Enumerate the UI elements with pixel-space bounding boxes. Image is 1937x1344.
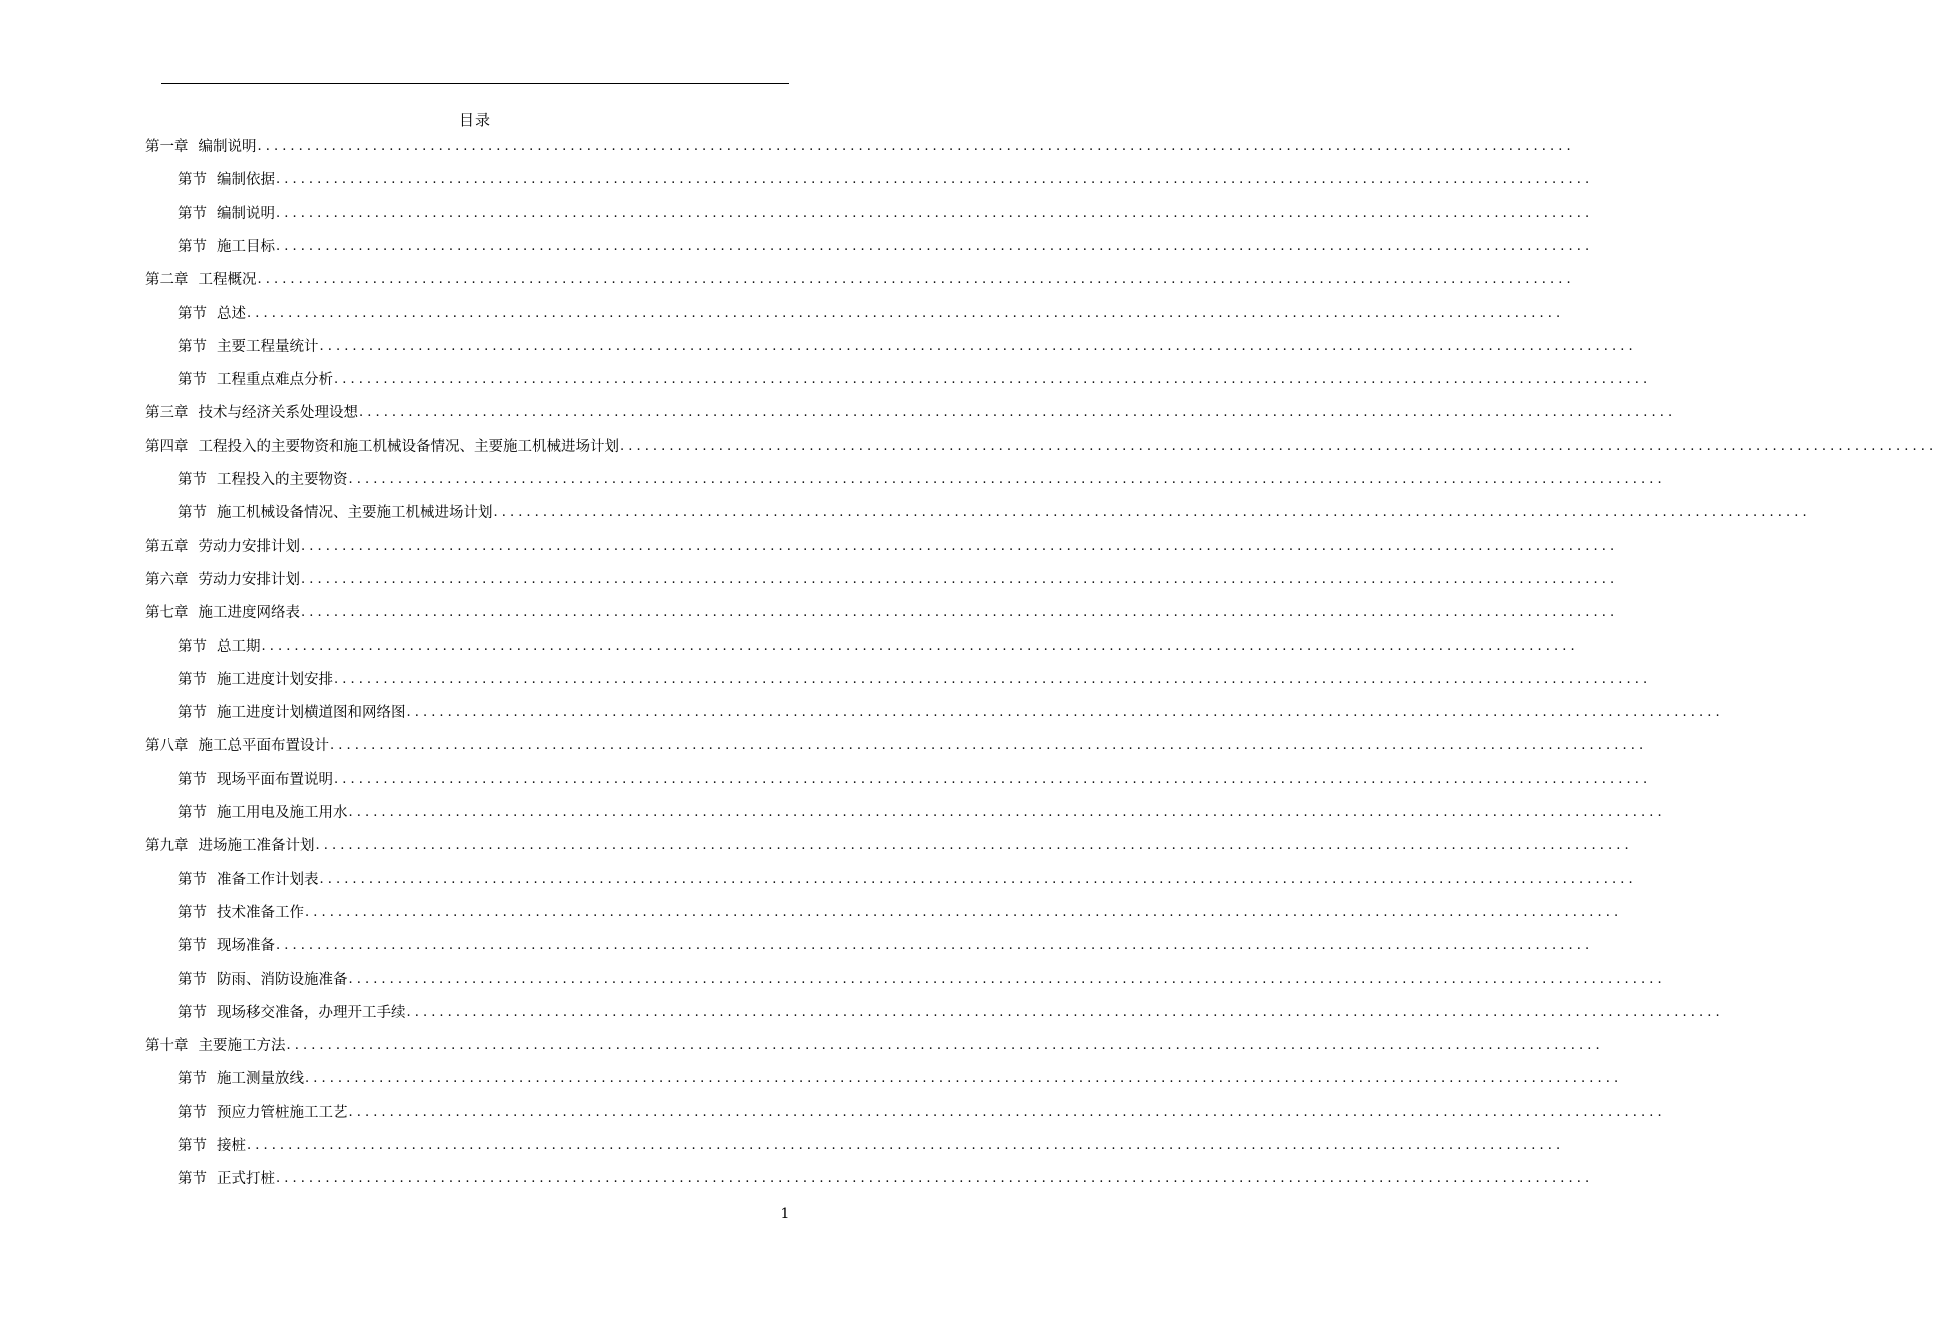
toc-entry-label [145,436,620,458]
toc-entry-number: 第节 [178,638,207,655]
toc-dot-leader: ................................................................................................................................................................ [276,238,1594,254]
toc-dot-leader: ................................................................................................................................................................ [257,272,1575,288]
toc-entry-number: 第节 [178,871,207,888]
header-rule [161,83,789,84]
toc-entry-number: 第节 [178,938,207,955]
toc-chapter-entry[interactable] [145,436,1937,458]
toc-entry-text: 正式打桩 [217,1171,275,1188]
toc-dot-leader: ................................................................................................................................................................ [261,638,1579,654]
toc-entry-label [178,935,276,957]
toc-entry-label [178,203,276,225]
toc-entry-text: 工程概况 [198,272,257,289]
toc-entry-number: 第四章 [145,438,189,455]
toc-section-entry[interactable] [178,669,1652,691]
toc-entry-number: 第节 [178,1071,207,1088]
toc-entry-number: 第节 [178,1104,207,1121]
toc-entry-text: 主要施工方法 [198,1038,286,1055]
toc-entry-label [178,336,320,358]
toc-chapter-entry[interactable] [145,269,1575,291]
toc-dot-leader: ................................................................................................................................................................ [319,871,1637,887]
toc-section-entry[interactable] [178,1168,1594,1190]
toc-entry-label [145,569,301,591]
toc-dot-leader: ................................................................................................................................................................ [348,472,1666,487]
toc-entry-number: 第节 [178,771,207,788]
toc-section-entry[interactable] [178,1102,1666,1124]
toc-entry-label [178,169,276,191]
toc-entry-text: 现场平面布置说明 [217,771,333,788]
toc-chapter-entry[interactable] [145,1035,1604,1057]
toc-entry-number: 第二章 [145,272,189,289]
toc-entry-number: 第节 [178,372,207,389]
toc-entry-text: 准备工作计划表 [217,871,319,888]
page-number: 1 [780,1206,790,1222]
toc-entry-number: 第八章 [145,738,189,755]
toc-entry-number: 第节 [178,1171,207,1188]
toc-section-entry[interactable] [178,203,1594,225]
toc-entry-label [178,636,262,658]
toc-section-entry[interactable] [178,702,1724,724]
toc-entry-label [178,802,349,824]
toc-entry-text: 工程重点难点分析 [217,372,333,389]
toc-entry-text: 总述 [217,305,246,322]
toc-dot-leader: ................................................................................................................................................................ [359,405,1677,421]
toc-section-entry[interactable] [178,303,1565,325]
toc-entry-label [145,269,258,291]
toc-entry-number: 第节 [178,1004,207,1021]
toc-entry-text: 技术准备工作 [217,904,304,921]
toc-entry-number: 第七章 [145,605,189,622]
toc-entry-label [178,1168,276,1190]
toc-dot-leader: ................................................................................................................................................................ [305,904,1623,920]
toc-dot-leader: ................................................................................................................................................................ [315,838,1633,854]
toc-dot-leader: ................................................................................................................................................................ [334,671,1652,687]
toc-entry-number: 第五章 [145,538,189,555]
toc-dot-leader: ................................................................................................................................................................ [276,205,1594,221]
toc-chapter-entry[interactable] [145,835,1633,857]
toc-entry-label [178,869,320,891]
toc-entry-label [178,236,276,258]
toc-section-entry[interactable] [178,169,1594,191]
toc-section-entry[interactable] [178,1135,1565,1157]
toc-entry-text: 预应力管桩施工工艺 [217,1104,348,1121]
toc-entry-text: 技术与经济关系处理设想 [198,405,358,422]
toc-entry-label [145,602,301,624]
toc-section-entry[interactable] [178,869,1637,891]
toc-dot-leader: ................................................................................................................................................................ [348,805,1666,820]
toc-entry-label [178,669,334,691]
toc-entry-number: 第九章 [145,838,189,855]
toc-dot-leader: ................................................................................................................................................................ [257,139,1575,154]
toc-dot-leader: ................................................................................................................................................................ [348,1104,1666,1120]
toc-entry-label [178,1102,349,1124]
toc-section-entry[interactable] [178,935,1594,957]
toc-entry-label [178,1135,247,1157]
toc-entry-number: 第节 [178,904,207,921]
toc-chapter-entry[interactable] [145,402,1677,424]
toc-entry-label [178,902,305,924]
toc-dot-leader: ................................................................................................................................................................ [301,571,1619,587]
toc-entry-text: 施工用电及施工用水 [217,805,348,821]
toc-dot-leader: ................................................................................................................................................................ [305,1071,1623,1087]
toc-entry-text: 总工期 [217,638,261,655]
toc-entry-label [178,502,494,524]
toc-dot-leader: ................................................................................................................................................................ [493,505,1811,521]
toc-entry-text: 劳动力安排计划 [198,571,300,588]
toc-section-entry[interactable] [178,369,1652,391]
toc-entry-text: 施工总平面布置设计 [198,738,329,755]
toc-section-entry[interactable] [178,1002,1724,1024]
toc-title: 目录 [458,111,491,129]
toc-chapter-entry[interactable] [145,602,1619,624]
toc-dot-leader: ................................................................................................................................................................ [247,305,1565,321]
toc-entry-number: 第节 [178,472,207,488]
toc-section-entry[interactable] [178,902,1623,924]
toc-chapter-entry[interactable] [145,536,1619,558]
toc-entry-label [178,303,247,325]
toc-section-entry[interactable] [178,469,1666,491]
toc-entry-text: 工程投入的主要物资 [217,472,348,488]
toc-entry-label [145,1035,287,1057]
toc-dot-leader: ................................................................................................................................................................ [276,172,1594,188]
toc-entry-label [145,835,316,857]
toc-entry-number: 第节 [178,671,207,688]
toc-dot-leader: ................................................................................................................................................................ [276,938,1594,954]
toc-entry-label [145,136,258,158]
toc-dot-leader: ................................................................................................................................................................ [620,438,1937,454]
toc-dot-leader: ................................................................................................................................................................ [406,1004,1724,1020]
toc-entry-text: 编制依据 [217,172,275,189]
toc-entry-text: 编制说明 [217,205,275,222]
toc-entry-text: 施工进度网络表 [198,605,300,622]
toc-entry-number: 第节 [178,971,207,988]
toc-section-entry[interactable] [178,336,1637,358]
toc-chapter-entry[interactable] [145,136,1575,158]
toc-entry-number: 第六章 [145,571,189,588]
toc-entry-number: 第节 [178,338,207,355]
toc-entry-label [145,536,301,558]
toc-entry-label [178,469,349,491]
toc-dot-leader: ................................................................................................................................................................ [319,338,1637,354]
toc-entry-text: 施工机械设备情况、主要施工机械进场计划 [217,505,493,522]
toc-dot-leader: ................................................................................................................................................................ [301,538,1619,554]
toc-entry-number: 第节 [178,172,207,189]
toc-section-entry[interactable] [178,502,1811,524]
toc-entry-text: 施工测量放线 [217,1071,304,1088]
toc-entry-text: 施工进度计划安排 [217,671,333,688]
toc-dot-leader: ................................................................................................................................................................ [286,1038,1604,1054]
toc-entry-label [178,1068,305,1090]
toc-entry-number: 第节 [178,1138,207,1154]
toc-entry-number: 第节 [178,305,207,322]
toc-entry-label [178,369,334,391]
toc-entry-label [178,1002,407,1024]
toc-section-entry[interactable] [178,769,1652,791]
toc-entry-text: 工程投入的主要物资和施工机械设备情况、主要施工机械进场计划 [198,438,619,455]
toc-section-entry[interactable] [178,636,1579,658]
toc-entry-number: 第十章 [145,1038,189,1055]
toc-entry-label [178,969,349,991]
toc-entry-text: 进场施工准备计划 [198,838,315,855]
toc-entry-number: 第节 [178,805,207,821]
toc-dot-leader: ................................................................................................................................................................ [276,1171,1594,1187]
toc-entry-number: 第节 [178,505,207,522]
toc-entry-text: 接桩 [217,1138,246,1154]
toc-entry-text: 编制说明 [198,139,257,155]
toc-dot-leader: ................................................................................................................................................................ [301,605,1619,621]
toc-entry-number: 第三章 [145,405,189,422]
toc-entry-text: 劳动力安排计划 [198,538,300,555]
toc-entry-text: 主要工程量统计 [217,338,319,355]
toc-entry-text: 防雨、消防设施准备 [217,971,348,988]
toc-entry-text: 施工进度计划横道图和网络图 [217,705,406,722]
toc-dot-leader: ................................................................................................................................................................ [406,705,1724,721]
toc-dot-leader: ................................................................................................................................................................ [348,971,1666,987]
toc-section-entry[interactable] [178,802,1666,824]
toc-entry-number: 第节 [178,705,207,722]
toc-entry-label [145,735,330,757]
toc-dot-leader: ................................................................................................................................................................ [334,372,1652,388]
toc-section-entry[interactable] [178,1068,1623,1090]
toc-dot-leader: ................................................................................................................................................................ [247,1138,1565,1153]
toc-chapter-entry[interactable] [145,569,1619,591]
toc-entry-label [178,769,334,791]
toc-entry-number: 第节 [178,238,207,255]
toc-entry-label [178,702,407,724]
toc-chapter-entry[interactable] [145,735,1648,757]
toc-entry-number: 第一章 [145,139,189,155]
toc-entry-number: 第节 [178,205,207,222]
toc-section-entry[interactable] [178,969,1666,991]
toc-section-entry[interactable] [178,236,1594,258]
toc-dot-leader: ................................................................................................................................................................ [334,771,1652,787]
toc-entry-text: 现场移交准备，办理开工手续 [217,1004,406,1021]
toc-entry-text: 现场准备 [217,938,275,955]
toc-entry-text: 施工目标 [217,238,275,255]
toc-dot-leader: ................................................................................................................................................................ [330,738,1648,754]
toc-entry-label [145,402,359,424]
